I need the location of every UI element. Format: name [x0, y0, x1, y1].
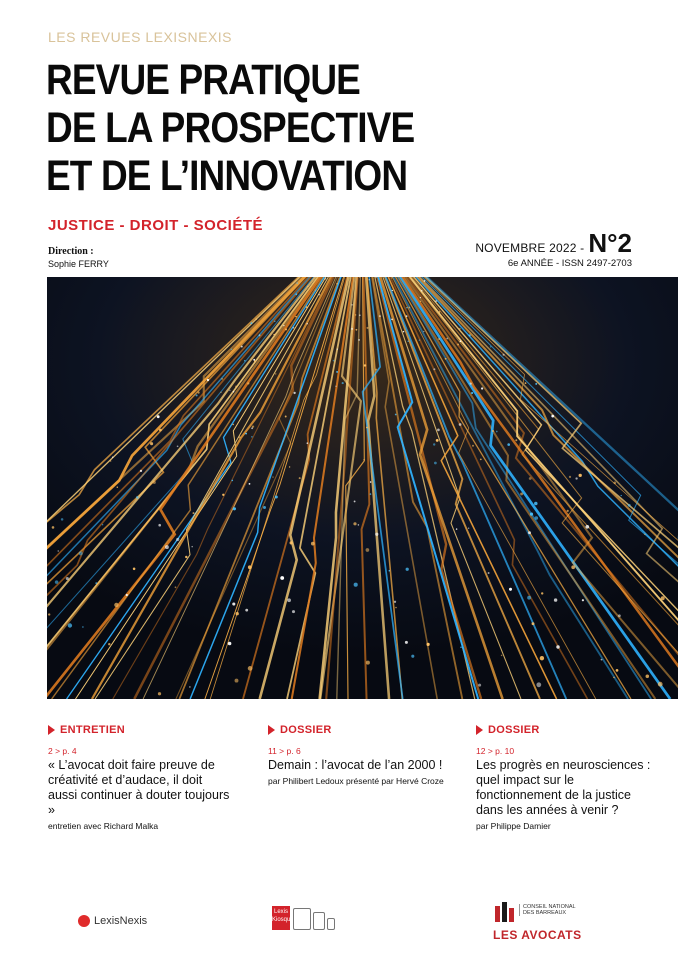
light-node	[82, 626, 84, 628]
light-node	[250, 322, 252, 324]
light-node	[287, 598, 291, 602]
light-node	[481, 387, 483, 389]
light-node	[359, 314, 361, 316]
light-node	[480, 458, 482, 460]
light-node	[366, 327, 368, 329]
light-node	[496, 431, 498, 433]
article-heading[interactable]: « L’avocat doit faire preuve de créativité et d’audace, il doit aussi continuer à douter toujours »	[48, 758, 230, 817]
light-node	[354, 500, 356, 502]
light-node	[140, 470, 142, 472]
light-node	[366, 548, 370, 552]
light-node	[241, 346, 243, 348]
cover-image	[47, 277, 678, 699]
light-node	[191, 546, 193, 548]
light-node	[177, 445, 179, 447]
light-node	[272, 476, 273, 477]
light-node	[567, 510, 569, 512]
light-node	[333, 360, 335, 362]
light-node	[515, 439, 517, 441]
light-node	[296, 282, 298, 284]
light-node	[525, 382, 527, 384]
light-node	[249, 483, 251, 485]
light-node	[408, 307, 410, 309]
light-node	[661, 596, 665, 600]
light-node	[108, 643, 110, 645]
light-node	[456, 528, 457, 529]
light-node	[175, 586, 177, 588]
light-node	[575, 477, 577, 479]
light-node	[427, 643, 430, 646]
light-node	[273, 334, 275, 336]
cnb-name: CONSEIL NATIONAL DES BARREAUX	[519, 904, 583, 916]
light-node	[644, 534, 645, 535]
cnb-logo	[493, 894, 583, 944]
journal-subtitle: JUSTICE - DROIT - SOCIÉTÉ	[48, 217, 264, 234]
light-node	[459, 328, 461, 330]
light-node	[220, 392, 221, 393]
light-node	[536, 682, 541, 687]
light-node	[248, 565, 252, 569]
light-node	[236, 612, 239, 615]
light-node	[616, 669, 619, 672]
light-node	[613, 677, 615, 679]
light-node	[153, 481, 156, 484]
light-node	[406, 315, 408, 317]
light-node	[424, 280, 426, 282]
light-node	[582, 599, 584, 601]
light-node	[420, 301, 421, 302]
light-node	[112, 456, 113, 457]
light-node	[370, 481, 372, 483]
issue-date: NOVEMBRE 2022 -	[475, 241, 585, 255]
triangle-icon	[48, 725, 55, 735]
light-node	[439, 311, 441, 313]
direction-name: Sophie FERRY	[48, 259, 109, 269]
light-node	[391, 319, 393, 321]
light-node	[110, 460, 112, 462]
article-heading[interactable]: Les progrès en neurosciences : quel impact sur le fonctionnement de la justice dans les années à venir ?	[476, 758, 651, 817]
circuit-board-illustration	[47, 277, 678, 699]
light-node	[295, 316, 296, 317]
light-node	[369, 279, 370, 280]
light-node	[601, 659, 603, 661]
section-kicker	[268, 724, 453, 736]
light-node	[433, 368, 435, 370]
light-node	[325, 278, 327, 280]
light-node	[221, 378, 223, 380]
light-node	[248, 666, 253, 671]
publisher-name: LexisNexis	[94, 915, 148, 927]
article-byline: entretien avec Richard Malka	[48, 821, 159, 831]
light-node	[571, 565, 575, 569]
light-node	[231, 480, 233, 482]
light-node	[253, 359, 255, 361]
light-node	[136, 496, 139, 499]
light-node	[528, 531, 531, 534]
light-node	[395, 414, 397, 416]
light-node	[375, 533, 378, 536]
light-node	[251, 436, 253, 438]
light-node	[232, 424, 234, 426]
light-node	[459, 423, 462, 426]
light-node	[490, 346, 491, 347]
light-node	[245, 609, 248, 612]
article-byline: par Philippe Damier	[476, 821, 551, 831]
light-node	[235, 679, 239, 683]
light-node	[488, 572, 490, 574]
light-node	[68, 623, 72, 627]
light-node	[228, 642, 232, 646]
article-column-dossier-2	[476, 724, 661, 832]
lexisnexis-logo-icon	[78, 915, 90, 927]
light-node	[391, 277, 392, 278]
triangle-icon	[268, 725, 275, 735]
light-node	[285, 328, 287, 330]
light-node	[436, 439, 439, 442]
direction-label: Direction :	[48, 246, 94, 257]
light-node	[535, 383, 537, 385]
light-node	[61, 518, 64, 521]
light-node	[364, 364, 366, 366]
series-label: LES REVUES LEXISNEXIS	[48, 29, 233, 45]
page-reference: 12 > p. 10	[476, 746, 515, 756]
light-node	[318, 294, 320, 296]
light-node	[299, 477, 301, 479]
light-node	[354, 583, 358, 587]
light-node	[527, 596, 531, 600]
light-node	[394, 601, 396, 603]
light-node	[251, 427, 253, 429]
light-node	[405, 641, 408, 644]
issue-info	[475, 228, 632, 259]
triangle-icon	[476, 725, 483, 735]
light-node	[403, 331, 405, 333]
light-node	[529, 477, 532, 480]
light-node	[307, 442, 309, 444]
light-node	[306, 306, 308, 308]
light-node	[471, 392, 473, 394]
light-node	[507, 443, 510, 446]
title-line: DE LA PROSPECTIVE	[46, 104, 415, 152]
light-node	[435, 300, 437, 302]
light-node	[469, 334, 471, 336]
light-node	[618, 614, 621, 617]
light-node	[165, 545, 169, 549]
light-node	[158, 524, 161, 527]
light-node	[55, 580, 59, 584]
light-node	[628, 504, 631, 507]
light-node	[293, 392, 295, 394]
light-node	[48, 613, 50, 615]
light-node	[259, 335, 260, 336]
title-line: ET DE L’INNOVATION	[46, 152, 408, 200]
light-node	[423, 331, 424, 332]
light-node	[289, 466, 290, 467]
light-node	[79, 551, 83, 555]
light-node	[337, 348, 338, 349]
light-node	[478, 684, 481, 687]
light-node	[150, 442, 153, 445]
light-node	[460, 646, 462, 648]
light-node	[263, 506, 266, 509]
light-node	[492, 430, 494, 432]
light-node	[126, 594, 128, 596]
light-node	[235, 385, 237, 387]
light-node	[411, 655, 414, 658]
kicker-label: ENTRETIEN	[60, 724, 126, 736]
page-reference: 2 > p. 4	[48, 746, 77, 756]
light-node	[290, 541, 293, 544]
light-node	[255, 318, 257, 320]
light-node	[233, 391, 234, 392]
light-node	[406, 568, 409, 571]
light-node	[189, 686, 190, 687]
light-node	[342, 382, 344, 384]
light-node	[159, 429, 162, 432]
light-node	[233, 507, 236, 510]
cnb-logo-icon	[493, 900, 515, 922]
light-node	[254, 360, 256, 362]
light-node	[52, 526, 55, 529]
light-node	[621, 495, 622, 496]
light-node	[133, 568, 136, 571]
light-node	[509, 588, 512, 591]
light-node	[503, 354, 505, 356]
light-node	[614, 482, 617, 485]
light-node	[292, 610, 295, 613]
light-node	[185, 556, 187, 558]
light-node	[541, 592, 543, 594]
light-node	[157, 415, 160, 418]
light-node	[229, 390, 230, 391]
light-node	[366, 427, 368, 429]
kicker-label: DOSSIER	[488, 724, 540, 736]
page-reference: 11 > p. 6	[268, 746, 301, 756]
light-node	[275, 373, 276, 374]
light-node	[207, 379, 209, 381]
cnb-tagline: LES AVOCATS	[493, 928, 582, 942]
light-node	[358, 339, 360, 341]
light-node	[307, 286, 308, 287]
light-node	[158, 692, 161, 695]
title-line: REVUE PRATIQUE	[46, 56, 360, 104]
light-node	[446, 338, 448, 340]
section-kicker	[48, 724, 233, 736]
light-node	[433, 443, 435, 445]
light-node	[66, 577, 69, 580]
light-node	[114, 603, 118, 607]
light-node	[460, 341, 462, 343]
light-node	[392, 290, 393, 291]
light-node	[370, 493, 372, 495]
light-node	[283, 325, 284, 326]
light-node	[363, 459, 365, 461]
section-kicker	[476, 724, 661, 736]
light-node	[238, 436, 240, 438]
light-node	[252, 425, 254, 427]
light-node	[222, 494, 224, 496]
light-node	[198, 392, 200, 394]
light-node	[532, 622, 535, 625]
light-node	[420, 297, 421, 298]
light-node	[95, 582, 97, 584]
light-node	[554, 598, 557, 601]
light-node	[311, 542, 315, 546]
light-node	[358, 524, 360, 526]
light-node	[551, 415, 554, 418]
article-heading[interactable]: Demain : l’avocat de l’an 2000 !	[268, 758, 443, 772]
journal-title	[46, 56, 562, 200]
light-node	[579, 474, 582, 477]
light-node	[117, 486, 118, 487]
light-node	[306, 323, 308, 325]
light-node	[407, 341, 409, 343]
light-node	[244, 360, 246, 362]
light-node	[520, 492, 523, 495]
light-node	[434, 462, 437, 465]
light-node	[355, 314, 357, 316]
light-node	[421, 290, 423, 292]
light-node	[658, 682, 663, 687]
light-node	[295, 293, 297, 295]
light-node	[293, 327, 295, 329]
lexisnexis-logo	[78, 915, 147, 927]
light-node	[534, 502, 538, 506]
light-node	[501, 655, 503, 657]
light-node	[285, 416, 287, 418]
light-node	[585, 525, 589, 529]
issn-line: 6e ANNÉE - ISSN 2497-2703	[507, 258, 632, 269]
light-node	[193, 512, 195, 514]
light-node	[196, 394, 198, 396]
light-node	[274, 321, 275, 322]
light-node	[335, 386, 336, 387]
light-node	[379, 315, 381, 317]
light-node	[406, 307, 407, 308]
article-column-dossier-1	[268, 724, 453, 787]
kiosque-logo	[272, 906, 337, 930]
light-node	[336, 283, 337, 284]
kicker-label: DOSSIER	[280, 724, 332, 736]
light-node	[275, 495, 278, 498]
light-node	[351, 328, 353, 330]
light-node	[231, 349, 232, 350]
article-column-interview	[48, 724, 233, 832]
light-node	[437, 429, 440, 432]
kiosque-badge: Lexis Kiosque	[272, 906, 290, 930]
light-node	[457, 344, 459, 346]
light-node	[245, 433, 247, 435]
light-node	[355, 329, 357, 331]
light-node	[556, 645, 559, 648]
light-node	[280, 576, 284, 580]
light-node	[395, 607, 397, 609]
light-node	[470, 382, 472, 384]
light-node	[353, 522, 356, 525]
light-node	[58, 550, 59, 551]
light-node	[569, 476, 571, 478]
light-node	[366, 661, 370, 665]
light-node	[472, 445, 474, 447]
light-node	[468, 527, 469, 528]
light-node	[102, 524, 103, 525]
light-node	[176, 538, 179, 541]
light-node	[445, 358, 447, 360]
light-node	[389, 570, 391, 572]
light-node	[232, 602, 235, 605]
light-node	[646, 675, 650, 679]
light-node	[336, 371, 338, 373]
light-node	[530, 513, 533, 516]
light-node	[419, 339, 420, 340]
article-byline: par Philibert Ledoux présenté par Hervé Croze	[268, 776, 444, 786]
light-node	[438, 338, 440, 340]
light-node	[534, 516, 538, 520]
light-node	[247, 382, 249, 384]
light-node	[375, 369, 377, 371]
light-node	[315, 289, 316, 290]
issue-number: N°2	[588, 228, 632, 258]
kiosque-devices-icon	[293, 908, 337, 930]
light-node	[540, 656, 544, 660]
light-node	[351, 304, 352, 305]
